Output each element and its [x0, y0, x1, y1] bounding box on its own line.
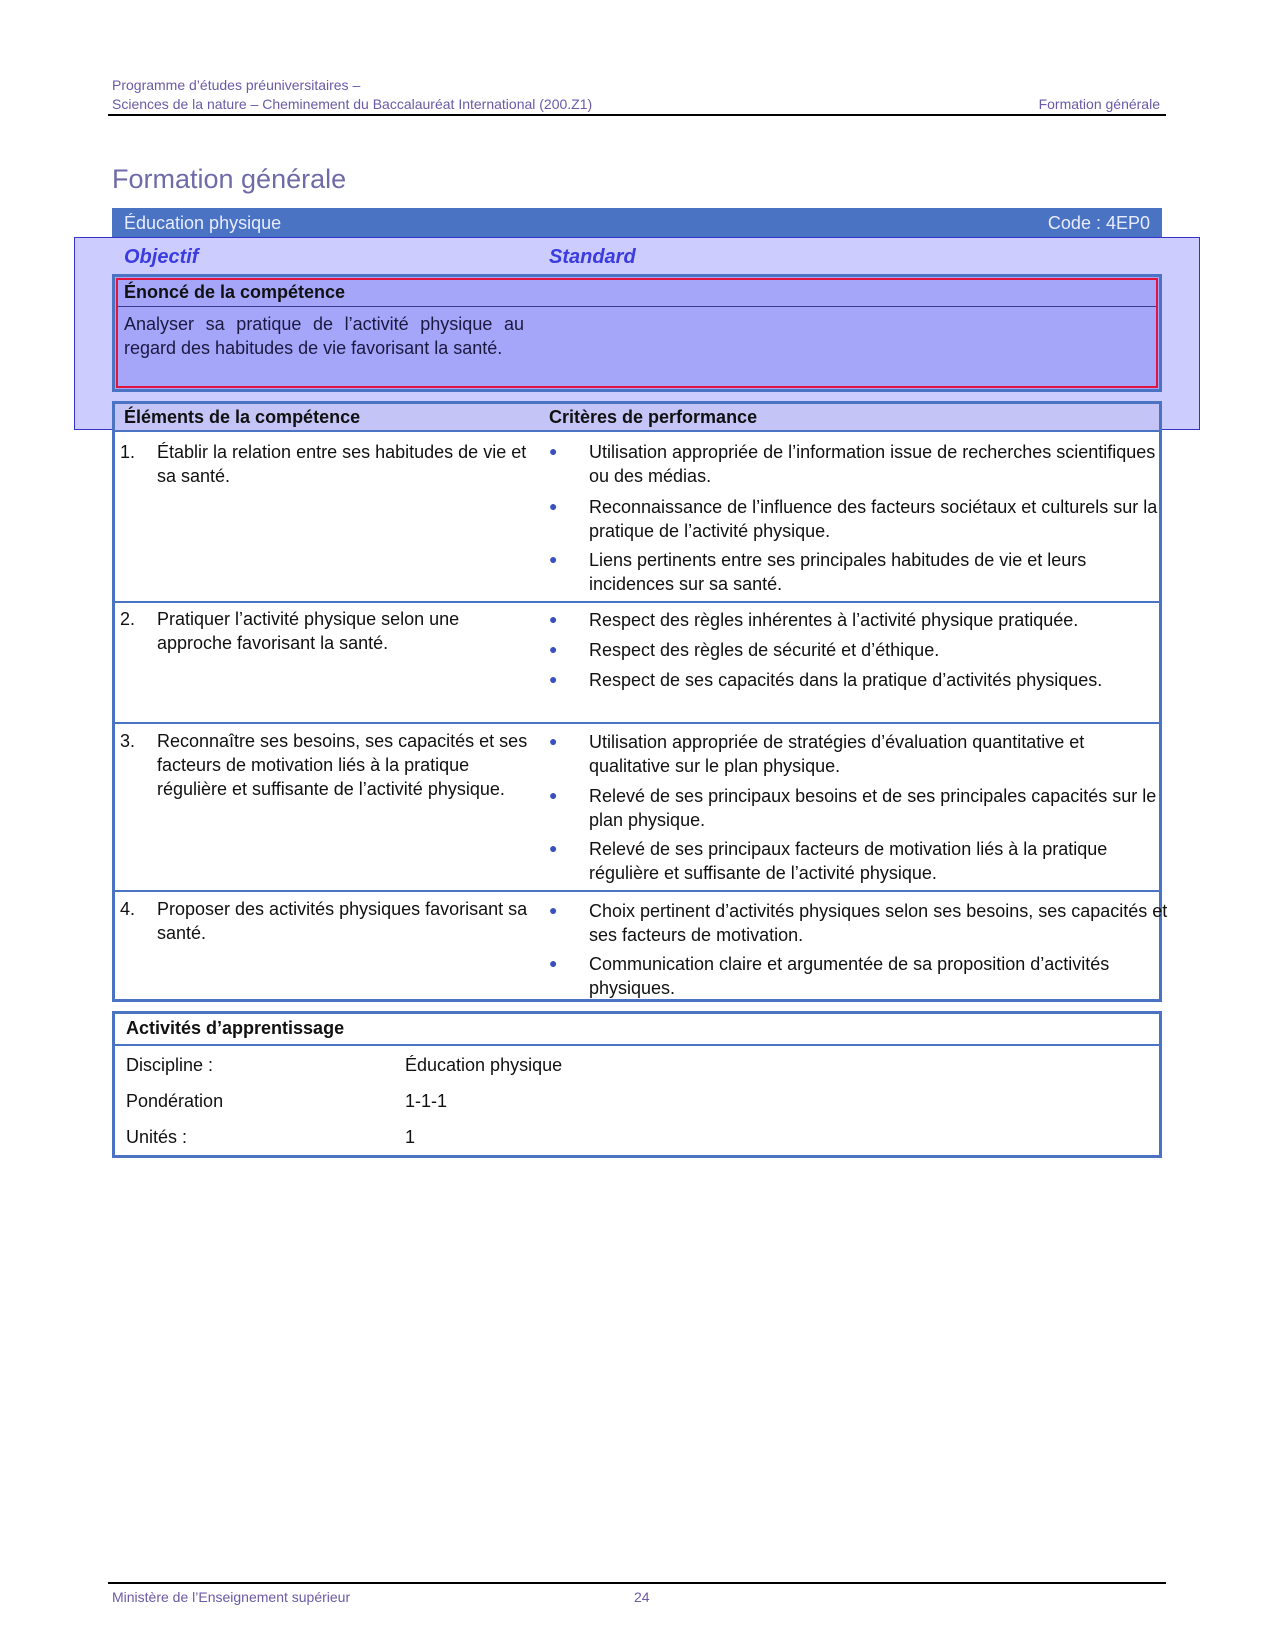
activities-heading: Activités d’apprentissage: [126, 1018, 345, 1038]
row-divider: [115, 722, 1159, 724]
criterion-text: Respect des règles de sécurité et d’éthique.: [589, 640, 940, 660]
bullet-icon: ●: [549, 443, 558, 459]
criterion-text: Relevé de ses principaux besoins et de ses principales capacités sur le plan physique.: [589, 786, 1157, 830]
criterion-text: Utilisation appropriée de stratégies d’évaluation quantitative et qualitative sur le plan physique.: [589, 732, 1085, 776]
bullet-icon: ●: [549, 733, 558, 749]
discipline-label: Discipline :: [126, 1055, 214, 1075]
objectif-label: Objectif: [124, 246, 199, 268]
criterion-text: Reconnaissance de l’influence des facteurs sociétaux et culturels sur la pratique de l’activité physique.: [589, 497, 1158, 541]
bullet-icon: ●: [549, 902, 558, 918]
enonce-divider: [118, 306, 1156, 307]
header-program: Programme d’études préuniversitaires –: [112, 77, 361, 93]
header-program-name: Sciences de la nature – Cheminement du Baccalauréat International (200.Z1): [112, 96, 593, 112]
element-text: Établir la relation entre ses habitudes de vie et sa santé.: [157, 442, 527, 486]
element-text: Proposer des activités physiques favorisant sa santé.: [157, 899, 528, 943]
bullet-icon: ●: [549, 787, 558, 803]
criterion-text: Utilisation appropriée de l’information issue de recherches scientifiques ou des médias.: [589, 442, 1156, 486]
criterion-text: Liens pertinents entre ses principales habitudes de vie et leurs incidences sur sa santé.: [589, 550, 1087, 594]
element-number: 3.: [120, 731, 136, 751]
bullet-icon: ●: [549, 611, 558, 627]
criterion-text: Relevé de ses principaux facteurs de motivation liés à la pratique régulière et suffisante de l’activité physique.: [589, 839, 1108, 883]
criterion-text: Respect de ses capacités dans la pratique d’activités physiques.: [589, 670, 1103, 690]
bullet-icon: ●: [549, 641, 558, 657]
bullet-icon: ●: [549, 840, 558, 856]
criteria-heading: Critères de performance: [549, 407, 758, 427]
criterion-text: Communication claire et argumentée de sa proposition d’activités physiques.: [589, 954, 1110, 998]
row-divider: [115, 890, 1159, 892]
header-section: Formation générale: [1038, 96, 1160, 112]
bullet-icon: ●: [549, 671, 558, 687]
page-number: 24: [634, 1589, 650, 1605]
element-number: 2.: [120, 609, 136, 629]
element-text: Pratiquer l’activité physique selon une approche favorisant la santé.: [157, 609, 460, 653]
bullet-icon: ●: [549, 498, 558, 514]
header-rule: [108, 114, 1166, 116]
header-line2: [112, 96, 1160, 112]
element-number: 1.: [120, 442, 136, 462]
footer-ministry: Ministère de l’Enseignement supérieur: [112, 1589, 351, 1605]
unites-label: Unités :: [126, 1127, 188, 1147]
course-bar: [112, 208, 1162, 238]
element-text: Reconnaître ses besoins, ses capacités et ses facteurs de motivation liés à la pratique régulière et suffisante de l’activité physique.: [157, 731, 528, 799]
activities-divider: [115, 1044, 1159, 1046]
bullet-icon: ●: [549, 955, 558, 971]
unites-value: 1: [405, 1127, 416, 1147]
enonce-heading: Énoncé de la compétence: [124, 282, 346, 302]
row-divider: [115, 430, 1159, 432]
ponderation-label: Pondération: [126, 1091, 224, 1111]
row-divider: [115, 601, 1159, 603]
element-number: 4.: [120, 899, 136, 919]
criterion-text: Respect des règles inhérentes à l’activité physique pratiquée.: [589, 610, 1079, 630]
course-code: Code : 4EP0: [1047, 212, 1150, 233]
course-name: Éducation physique: [124, 212, 282, 233]
criterion-text: Choix pertinent d’activités physiques selon ses besoins, ses capacités et ses facteurs de motivation.: [589, 901, 1168, 945]
enonce-text: Analyser sa pratique de l’activité physique au regard des habitudes de vie favorisant la santé.: [124, 314, 524, 358]
page-title: Formation générale: [112, 164, 347, 194]
ponderation-value: 1-1-1: [405, 1091, 448, 1111]
bullet-icon: ●: [549, 551, 558, 567]
standard-label: Standard: [549, 246, 636, 268]
footer-rule: [108, 1582, 1166, 1584]
elements-heading: Éléments de la compétence: [124, 407, 361, 427]
discipline-value: Éducation physique: [405, 1055, 563, 1075]
